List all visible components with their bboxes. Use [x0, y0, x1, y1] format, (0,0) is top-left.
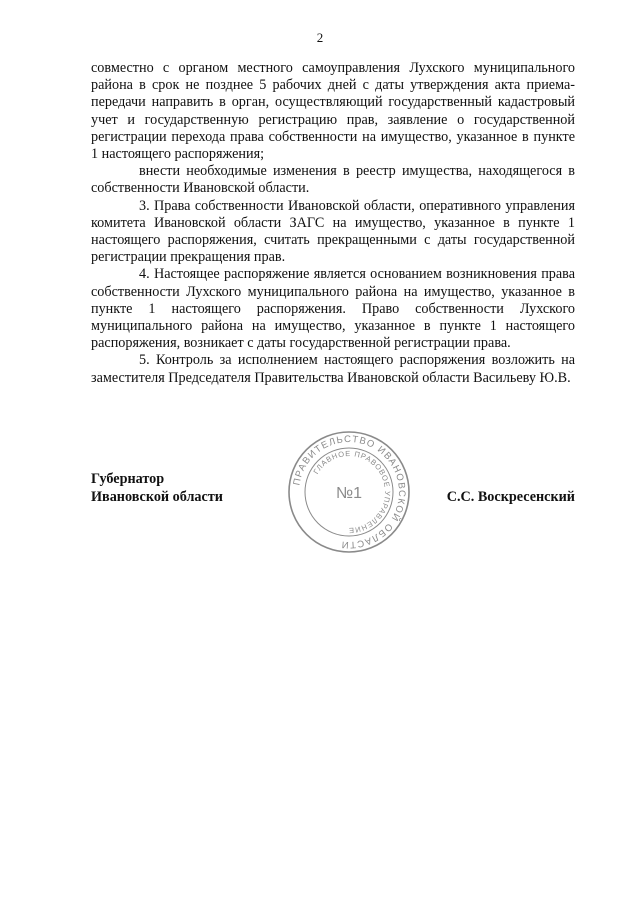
- page-number: 2: [316, 30, 324, 45]
- official-seal: [287, 430, 411, 554]
- paragraph-item-4: 4. Настоящее распоряжение является основанием возникновения права собственности Лухского муниципального района на имущество, указанное в пункте 1 настоящего распоряжения. Право собственности Лухского муниципального района на имущество, указанное в пункте 1 настоящего распоряжения, возникает с даты государственной регистрации права.: [91, 266, 575, 352]
- paragraph-continuation: совместно с органом местного самоуправления Лухского муниципального района в срок не позднее 5 рабочих дней с даты утверждения акта приема-передачи направить в орган, осуществляющий государственный кадастровый учет и государственную регистрацию прав, заявление о государственной регистрации перехода права собственности на имущество, указанное в пункте 1 настоящего распоряжения;: [91, 60, 575, 163]
- seal-ring-text: ПРАВИТЕЛЬСТВО ИВАНОВСКОЙ ОБЛАСТИ: [291, 433, 408, 551]
- signatory-name: С.С. Воскресенский: [446, 489, 575, 505]
- signatory-title-line-1: Губернатор: [91, 471, 165, 487]
- signatory-title: [91, 470, 223, 506]
- seal-inner-text: ГЛАВНОЕ ПРАВОВОЕ УПРАВЛЕНИЕ: [311, 448, 393, 536]
- paragraph-item-3: 3. Права собственности Ивановской области, оперативного управления комитета Ивановской области ЗАГС на имущество, указанное в пункте 1 настоящего распоряжения, считать прекращенными с даты государственной регистрации прекращения прав.: [91, 197, 575, 266]
- paragraph-registry: внести необходимые изменения в реестр имущества, находящегося в собственности Ивановской области.: [91, 163, 575, 197]
- signatory-title-line-2: Ивановской области: [91, 489, 223, 505]
- document-body: [91, 60, 575, 387]
- paragraph-item-5: 5. Контроль за исполнением настоящего распоряжения возложить на заместителя Председателя Правительства Ивановской области Васильеву Ю.В.: [91, 352, 575, 386]
- seal-number: №1: [335, 485, 363, 502]
